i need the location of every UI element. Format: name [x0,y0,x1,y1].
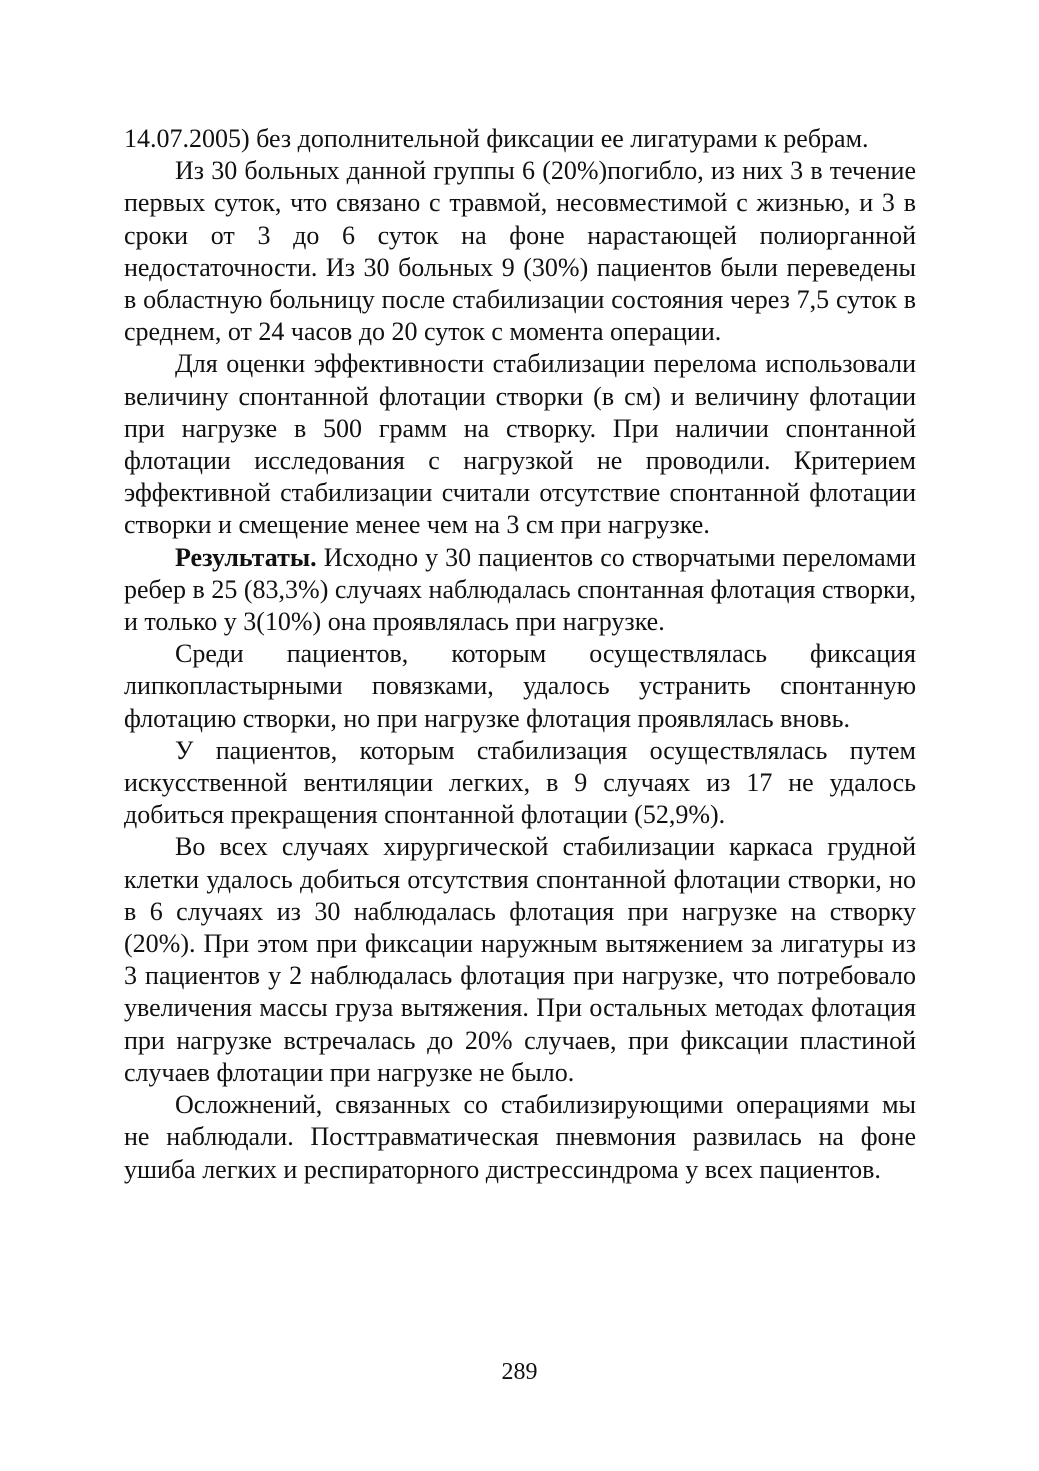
paragraph-3-text: Для оценки эффективности стабилизации перелома использовали величину спонтанной флотации створки (в см) и величину флотации при нагрузке в 500 грамм на створку. При наличии спонтанной флотации исследования с нагрузкой не проводили. Критерием эффективной стабилизации считали отсутствие спонтанной флотации створки и смещение менее чем на 3 см при нагрузке. [124,349,916,540]
body-text [124,123,916,1186]
page-number: 289 [501,1359,538,1385]
paragraph-4 [124,542,916,639]
paragraph-5 [124,638,916,735]
paragraph-8 [124,1089,916,1186]
paragraph-2 [124,155,916,348]
paragraph-8-text: Осложнений, связанных со стабилизирующими операциями мы не наблюдали. Посттравматическая пневмония развилась на фоне ушиба легких и респираторного дистрессиндрома у всех пациентов. [124,1090,916,1184]
paragraph-7-text: Во всех случаях хирургической стабилизации каркаса грудной клетки удалось добиться отсутствия спонтанной флотации створки, но в 6 случаях из 30 наблюдалась флотация при нагрузке на створку (20%). При этом при фиксации наружным вытяжением за лигатуры из 3 пациентов у 2 наблюдалась флотация при нагрузке, что потребовало увеличения массы груза вытяжения. При остальных методах флотация при нагрузке встречалась до 20% случаев, при фиксации пластиной случаев флотации при нагрузке не было. [124,832,916,1087]
paragraph-7 [124,831,916,1089]
paragraph-1-text: 14.07.2005) без дополнительной фиксации ее лигатурами к ребрам. [124,124,869,153]
paragraph-6 [124,735,916,832]
paragraph-4-text: Исходно у 30 пациентов со створчатыми переломами ребер в 25 (83,3%) случаях наблюдалась спонтанная флотация створки, и только у 3(10%) она проявлялась при нагрузке. [124,542,916,637]
paragraph-1 [124,123,916,155]
paragraph-6-text: У пациентов, которым стабилизация осуществлялась путем искусственной вентиляции легких, в 9 случаях из 17 не удалось добиться прекращения спонтанной флотации (52,9%). [124,735,916,830]
paragraph-5-text: Среди пациентов, которым осуществлялась фиксация липкопластырными повязками, удалось устранить спонтанную флотацию створки, но при нагрузке флотация проявлялась вновь. [124,639,916,733]
paragraph-2-text: Из 30 больных данной группы 6 (20%)погибло, из них 3 в течение первых суток, что связано с травмой, несовместимой с жизнью, и 3 в сроки от 3 до 6 суток на фоне нарастающей полиорганной недостаточности. Из 30 больных 9 (30%) пациентов были переведены в областную больницу после стабилизации состояния через 7,5 суток в среднем, от 24 часов до 20 суток с момента операции. [124,156,916,347]
results-heading: Результаты. [175,542,317,572]
paragraph-3 [124,348,916,541]
